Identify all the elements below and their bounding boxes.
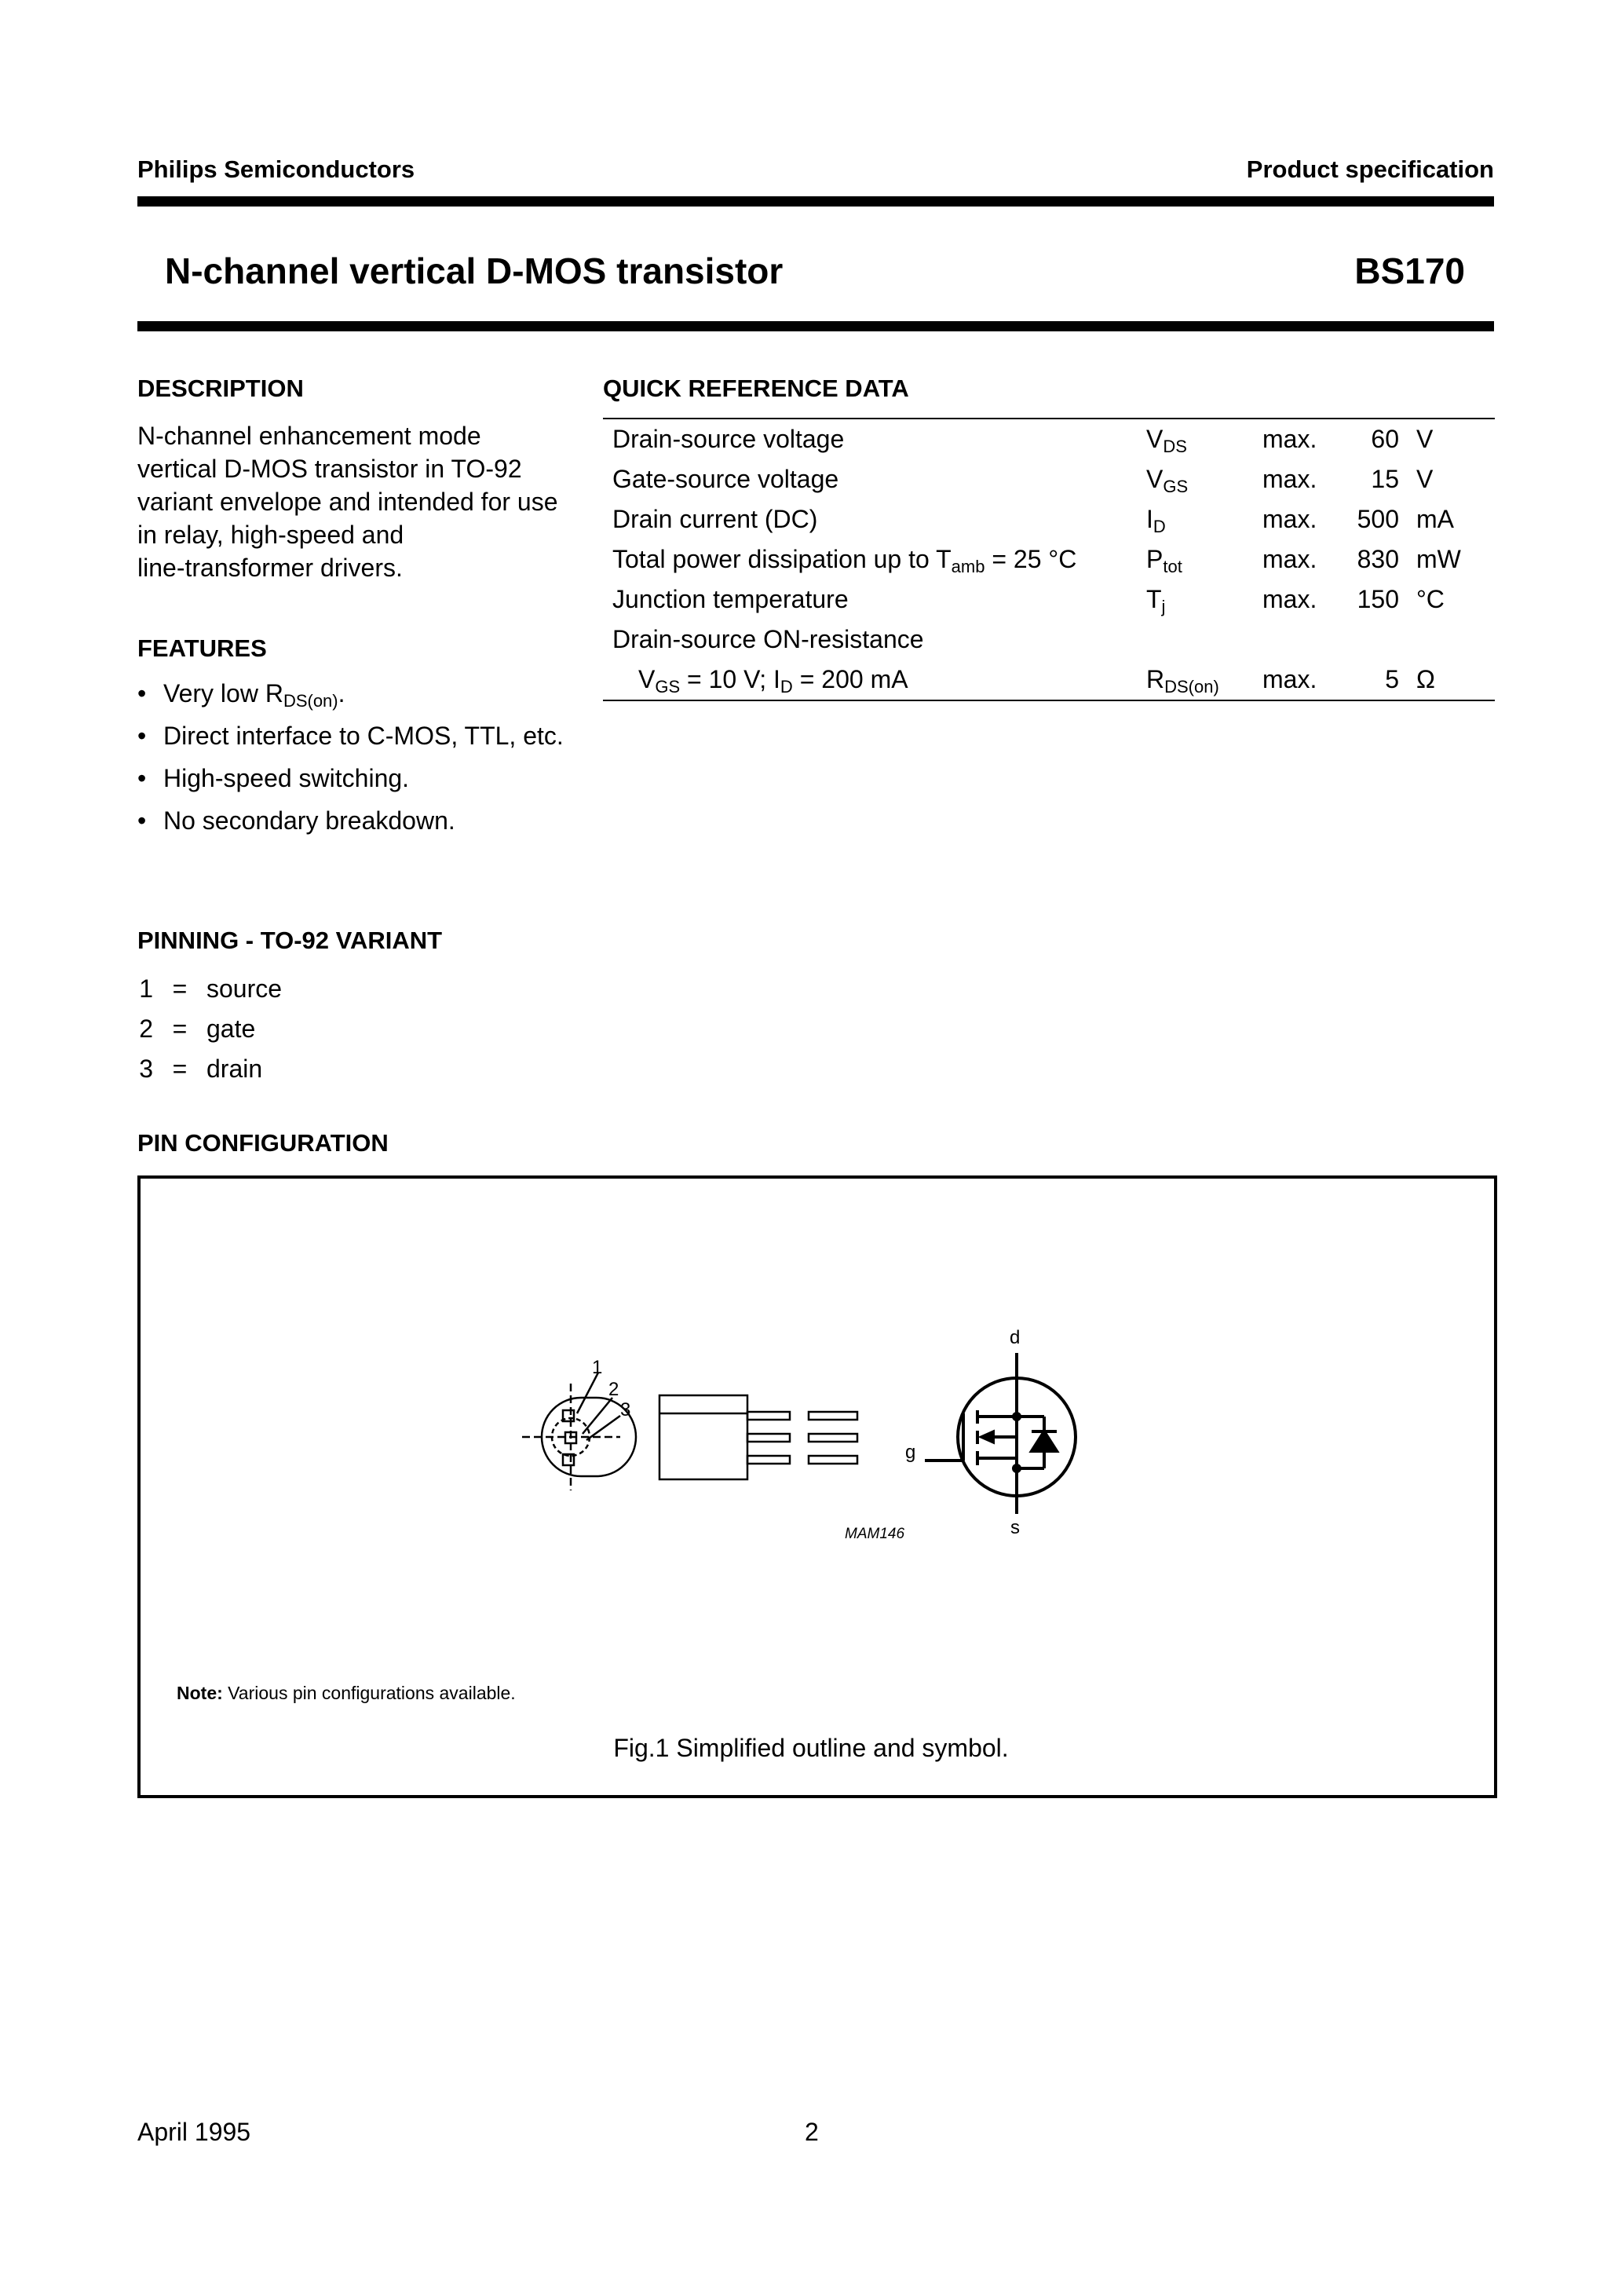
pin-leader (583, 1398, 612, 1434)
qrd-cond: max. (1262, 665, 1317, 693)
pin-name: source (206, 974, 283, 1003)
figure-note: Note: Various pin configurations available. (177, 1683, 516, 1703)
qrd-param: Junction temperature (612, 585, 849, 613)
lead (747, 1456, 790, 1464)
description-line: N-channel enhancement mode (137, 422, 481, 450)
qrd-unit: °C (1416, 585, 1445, 613)
qrd-value: 5 (1385, 665, 1399, 693)
pin-config-heading: PIN CONFIGURATION (137, 1129, 389, 1157)
lead (809, 1456, 857, 1464)
qrd-value: 500 (1357, 505, 1399, 533)
qrd-unit: V (1416, 465, 1434, 493)
qrd-unit: Ω (1416, 665, 1435, 693)
qrd-symbol: $P_{tot}$ (1146, 545, 1182, 576)
pin-name: drain (206, 1055, 263, 1083)
feature-item: • No secondary breakdown. (137, 804, 577, 837)
company-name: Philips Semiconductors (137, 155, 415, 183)
qrd-symbol: $V_{GS}$ (1146, 465, 1189, 496)
qrd-cond: max. (1262, 585, 1317, 613)
description-heading: DESCRIPTION (137, 375, 304, 402)
lead (747, 1434, 790, 1442)
junction-dot (1014, 1413, 1020, 1420)
pin-number: 2 (139, 1015, 153, 1043)
pin-label-3: 3 (620, 1399, 631, 1420)
pin-label-1: 1 (592, 1357, 603, 1378)
source-label: s (1010, 1517, 1020, 1538)
qrd-value: 60 (1371, 425, 1399, 453)
qrd-param: Drain-source ON-resistance (612, 625, 924, 653)
description-line: vertical D-MOS transistor in TO-92 (137, 455, 522, 483)
mosfet-symbol (925, 1353, 1076, 1514)
qrd-condition: $V_{GS} = 10$ V; $I_D = 200$ mA (638, 665, 908, 696)
to92-side-view (659, 1395, 857, 1479)
pin-name: gate (206, 1015, 256, 1043)
lead (809, 1434, 857, 1442)
qrd-param: Total power dissipation up to $T_{amb} = 25$ °C (612, 545, 1077, 576)
feature-item: • High-speed switching. (137, 762, 577, 795)
footer-date: April 1995 (137, 2118, 251, 2146)
qrd-symbol: $T_j$ (1146, 585, 1166, 616)
qrd-param: Gate-source voltage (612, 465, 839, 493)
qrd-symbol: $V_{DS}$ (1146, 425, 1187, 456)
qrd-unit: V (1416, 425, 1434, 453)
pin-leader (586, 1416, 620, 1440)
lead (747, 1412, 790, 1420)
qrd-symbol: $R_{DS(on)}$ (1146, 665, 1219, 696)
bullet: • (137, 722, 147, 750)
description-line: line-transformer drivers. (137, 554, 403, 582)
qrd-cond: max. (1262, 425, 1317, 453)
qrd-unit: mW (1416, 545, 1461, 573)
drain-label: d (1010, 1327, 1021, 1348)
bullet: • (137, 806, 147, 835)
features-heading: FEATURES (137, 634, 267, 662)
pinning-heading: PINNING - TO-92 VARIANT (137, 927, 443, 954)
part-number: BS170 (1354, 250, 1465, 291)
gate-label: g (905, 1442, 916, 1463)
qrd-value: 830 (1357, 545, 1399, 573)
figure-caption: Fig.1 Simplified outline and symbol. (613, 1734, 1009, 1762)
qrd-value: 15 (1371, 465, 1399, 493)
document-type: Product specification (1246, 155, 1494, 183)
feature-item: • Direct interface to C-MOS, TTL, etc. (137, 719, 577, 752)
feature-item: • Very low $R_{DS(on)}$. (137, 677, 577, 710)
pin-number: 1 (139, 974, 153, 1003)
bullet: • (137, 679, 147, 707)
qrd-heading: QUICK REFERENCE DATA (603, 375, 909, 402)
pin-label-2: 2 (608, 1379, 619, 1400)
channel-arrow (980, 1431, 994, 1443)
pin-number: 3 (139, 1055, 153, 1083)
qrd-symbol: $I_D$ (1146, 505, 1166, 536)
description-line: variant envelope and intended for use (137, 488, 558, 516)
page-number: 2 (805, 2118, 819, 2146)
pin-equals: = (172, 974, 188, 1003)
pin-equals: = (172, 1015, 188, 1043)
bullet: • (137, 764, 147, 792)
qrd-cond: max. (1262, 505, 1317, 533)
junction-dot (1014, 1465, 1020, 1472)
diode-triangle (1032, 1431, 1057, 1451)
lead (809, 1412, 857, 1420)
page-title: N-channel vertical D-MOS transistor (165, 250, 784, 291)
drawing-code: MAM146 (845, 1526, 905, 1542)
description-line: in relay, high-speed and (137, 521, 404, 549)
pin-equals: = (172, 1055, 188, 1083)
package-body (659, 1395, 747, 1479)
qrd-value: 150 (1357, 585, 1399, 613)
qrd-cond: max. (1262, 545, 1317, 573)
qrd-param: Drain current (DC) (612, 505, 818, 533)
qrd-unit: mA (1416, 505, 1454, 533)
qrd-cond: max. (1262, 465, 1317, 493)
qrd-param: Drain-source voltage (612, 425, 845, 453)
